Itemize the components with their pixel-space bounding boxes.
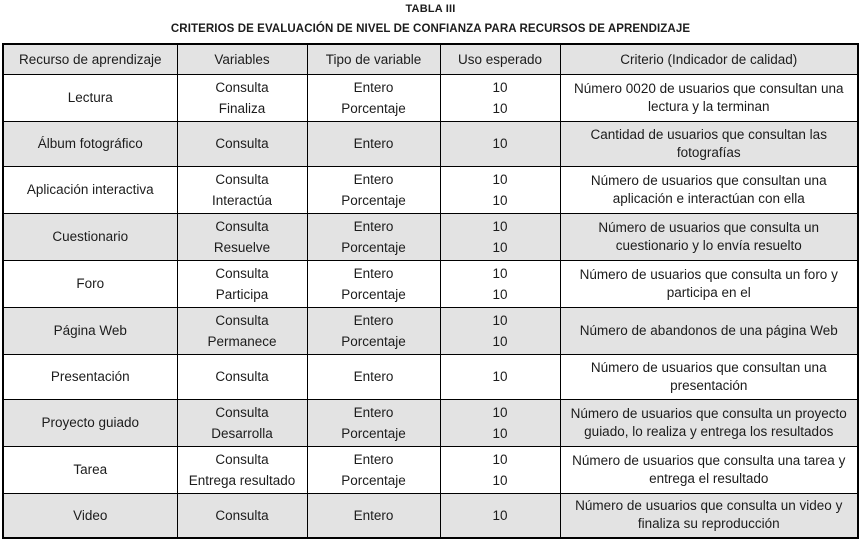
table-body [3, 74, 858, 538]
cell-variable-type: Entero [307, 354, 440, 399]
cell-variables: Consulta Interactúa [177, 166, 307, 213]
table-row [3, 166, 858, 213]
header-criterion: Criterio (Indicador de calidad) [560, 44, 858, 74]
cell-resource: Proyecto guiado [3, 399, 177, 446]
cell-variable-type: Entero Porcentaje [307, 166, 440, 213]
cell-resource: Cuestionario [3, 213, 177, 260]
table-title: CRITERIOS DE EVALUACIÓN DE NIVEL DE CONFIANZA PARA RECURSOS DE APRENDIZAJE [170, 23, 691, 35]
cell-resource: Presentación [3, 354, 177, 399]
header-expected-use: Uso esperado [440, 44, 560, 74]
cell-criterion: Número de abandonos de una página Web [560, 307, 858, 354]
table-row [3, 399, 858, 446]
cell-criterion: Número de usuarios que consultan una aplicación e interactúan con ella [560, 166, 858, 213]
cell-variables: Consulta Resuelve [177, 213, 307, 260]
cell-criterion: Número de usuarios que consulta un cuestionario y lo envía resuelto [560, 213, 858, 260]
table-number: TABLA III [405, 3, 456, 15]
cell-variable-type: Entero Porcentaje [307, 74, 440, 121]
cell-variables: Consulta Permanece [177, 307, 307, 354]
table-row [3, 121, 858, 166]
cell-criterion: Número de usuarios que consultan una presentación [560, 354, 858, 399]
cell-criterion: Número 0020 de usuarios que consultan una lectura y la terminan [560, 74, 858, 121]
cell-expected-use: 10 [440, 354, 560, 399]
cell-expected-use: 10 [440, 121, 560, 166]
cell-criterion: Cantidad de usuarios que consultan las fotografías [560, 121, 858, 166]
table-row [3, 213, 858, 260]
cell-expected-use: 10 10 [440, 399, 560, 446]
cell-criterion: Número de usuarios que consulta una tarea y entrega el resultado [560, 446, 858, 493]
table-row [3, 493, 858, 538]
cell-variable-type: Entero Porcentaje [307, 260, 440, 307]
cell-resource: Álbum fotográfico [3, 121, 177, 166]
table-row [3, 307, 858, 354]
cell-variable-type: Entero Porcentaje [307, 307, 440, 354]
cell-variable-type: Entero Porcentaje [307, 213, 440, 260]
criteria-table [2, 43, 859, 539]
header-variable-type: Tipo de variable [307, 44, 440, 74]
cell-criterion: Número de usuarios que consulta un proyecto guiado, lo realiza y entrega los resultados [560, 399, 858, 446]
cell-variable-type: Entero [307, 493, 440, 538]
cell-variables: Consulta [177, 354, 307, 399]
header-resource: Recurso de aprendizaje [3, 44, 177, 74]
cell-expected-use: 10 10 [440, 307, 560, 354]
cell-variable-type: Entero [307, 121, 440, 166]
cell-criterion: Número de usuarios que consulta un foro y participa en el [560, 260, 858, 307]
header-variables: Variables [177, 44, 307, 74]
cell-expected-use: 10 10 [440, 166, 560, 213]
table-caption [0, 3, 861, 36]
cell-resource: Video [3, 493, 177, 538]
cell-expected-use: 10 10 [440, 213, 560, 260]
cell-variables: Consulta Desarrolla [177, 399, 307, 446]
table-row [3, 446, 858, 493]
cell-expected-use: 10 10 [440, 446, 560, 493]
cell-variable-type: Entero Porcentaje [307, 399, 440, 446]
cell-variables: Consulta Entrega resultado [177, 446, 307, 493]
table-row [3, 354, 858, 399]
cell-variables: Consulta [177, 121, 307, 166]
header-row [3, 44, 858, 74]
table-row [3, 74, 858, 121]
cell-variables: Consulta Finaliza [177, 74, 307, 121]
cell-expected-use: 10 10 [440, 260, 560, 307]
cell-variables: Consulta [177, 493, 307, 538]
cell-resource: Lectura [3, 74, 177, 121]
cell-variable-type: Entero Porcentaje [307, 446, 440, 493]
cell-variables: Consulta Participa [177, 260, 307, 307]
cell-resource: Tarea [3, 446, 177, 493]
cell-resource: Foro [3, 260, 177, 307]
cell-resource: Aplicación interactiva [3, 166, 177, 213]
cell-expected-use: 10 10 [440, 74, 560, 121]
cell-resource: Página Web [3, 307, 177, 354]
cell-expected-use: 10 [440, 493, 560, 538]
cell-criterion: Número de usuarios que consulta un video y finaliza su reproducción [560, 493, 858, 538]
table-row [3, 260, 858, 307]
